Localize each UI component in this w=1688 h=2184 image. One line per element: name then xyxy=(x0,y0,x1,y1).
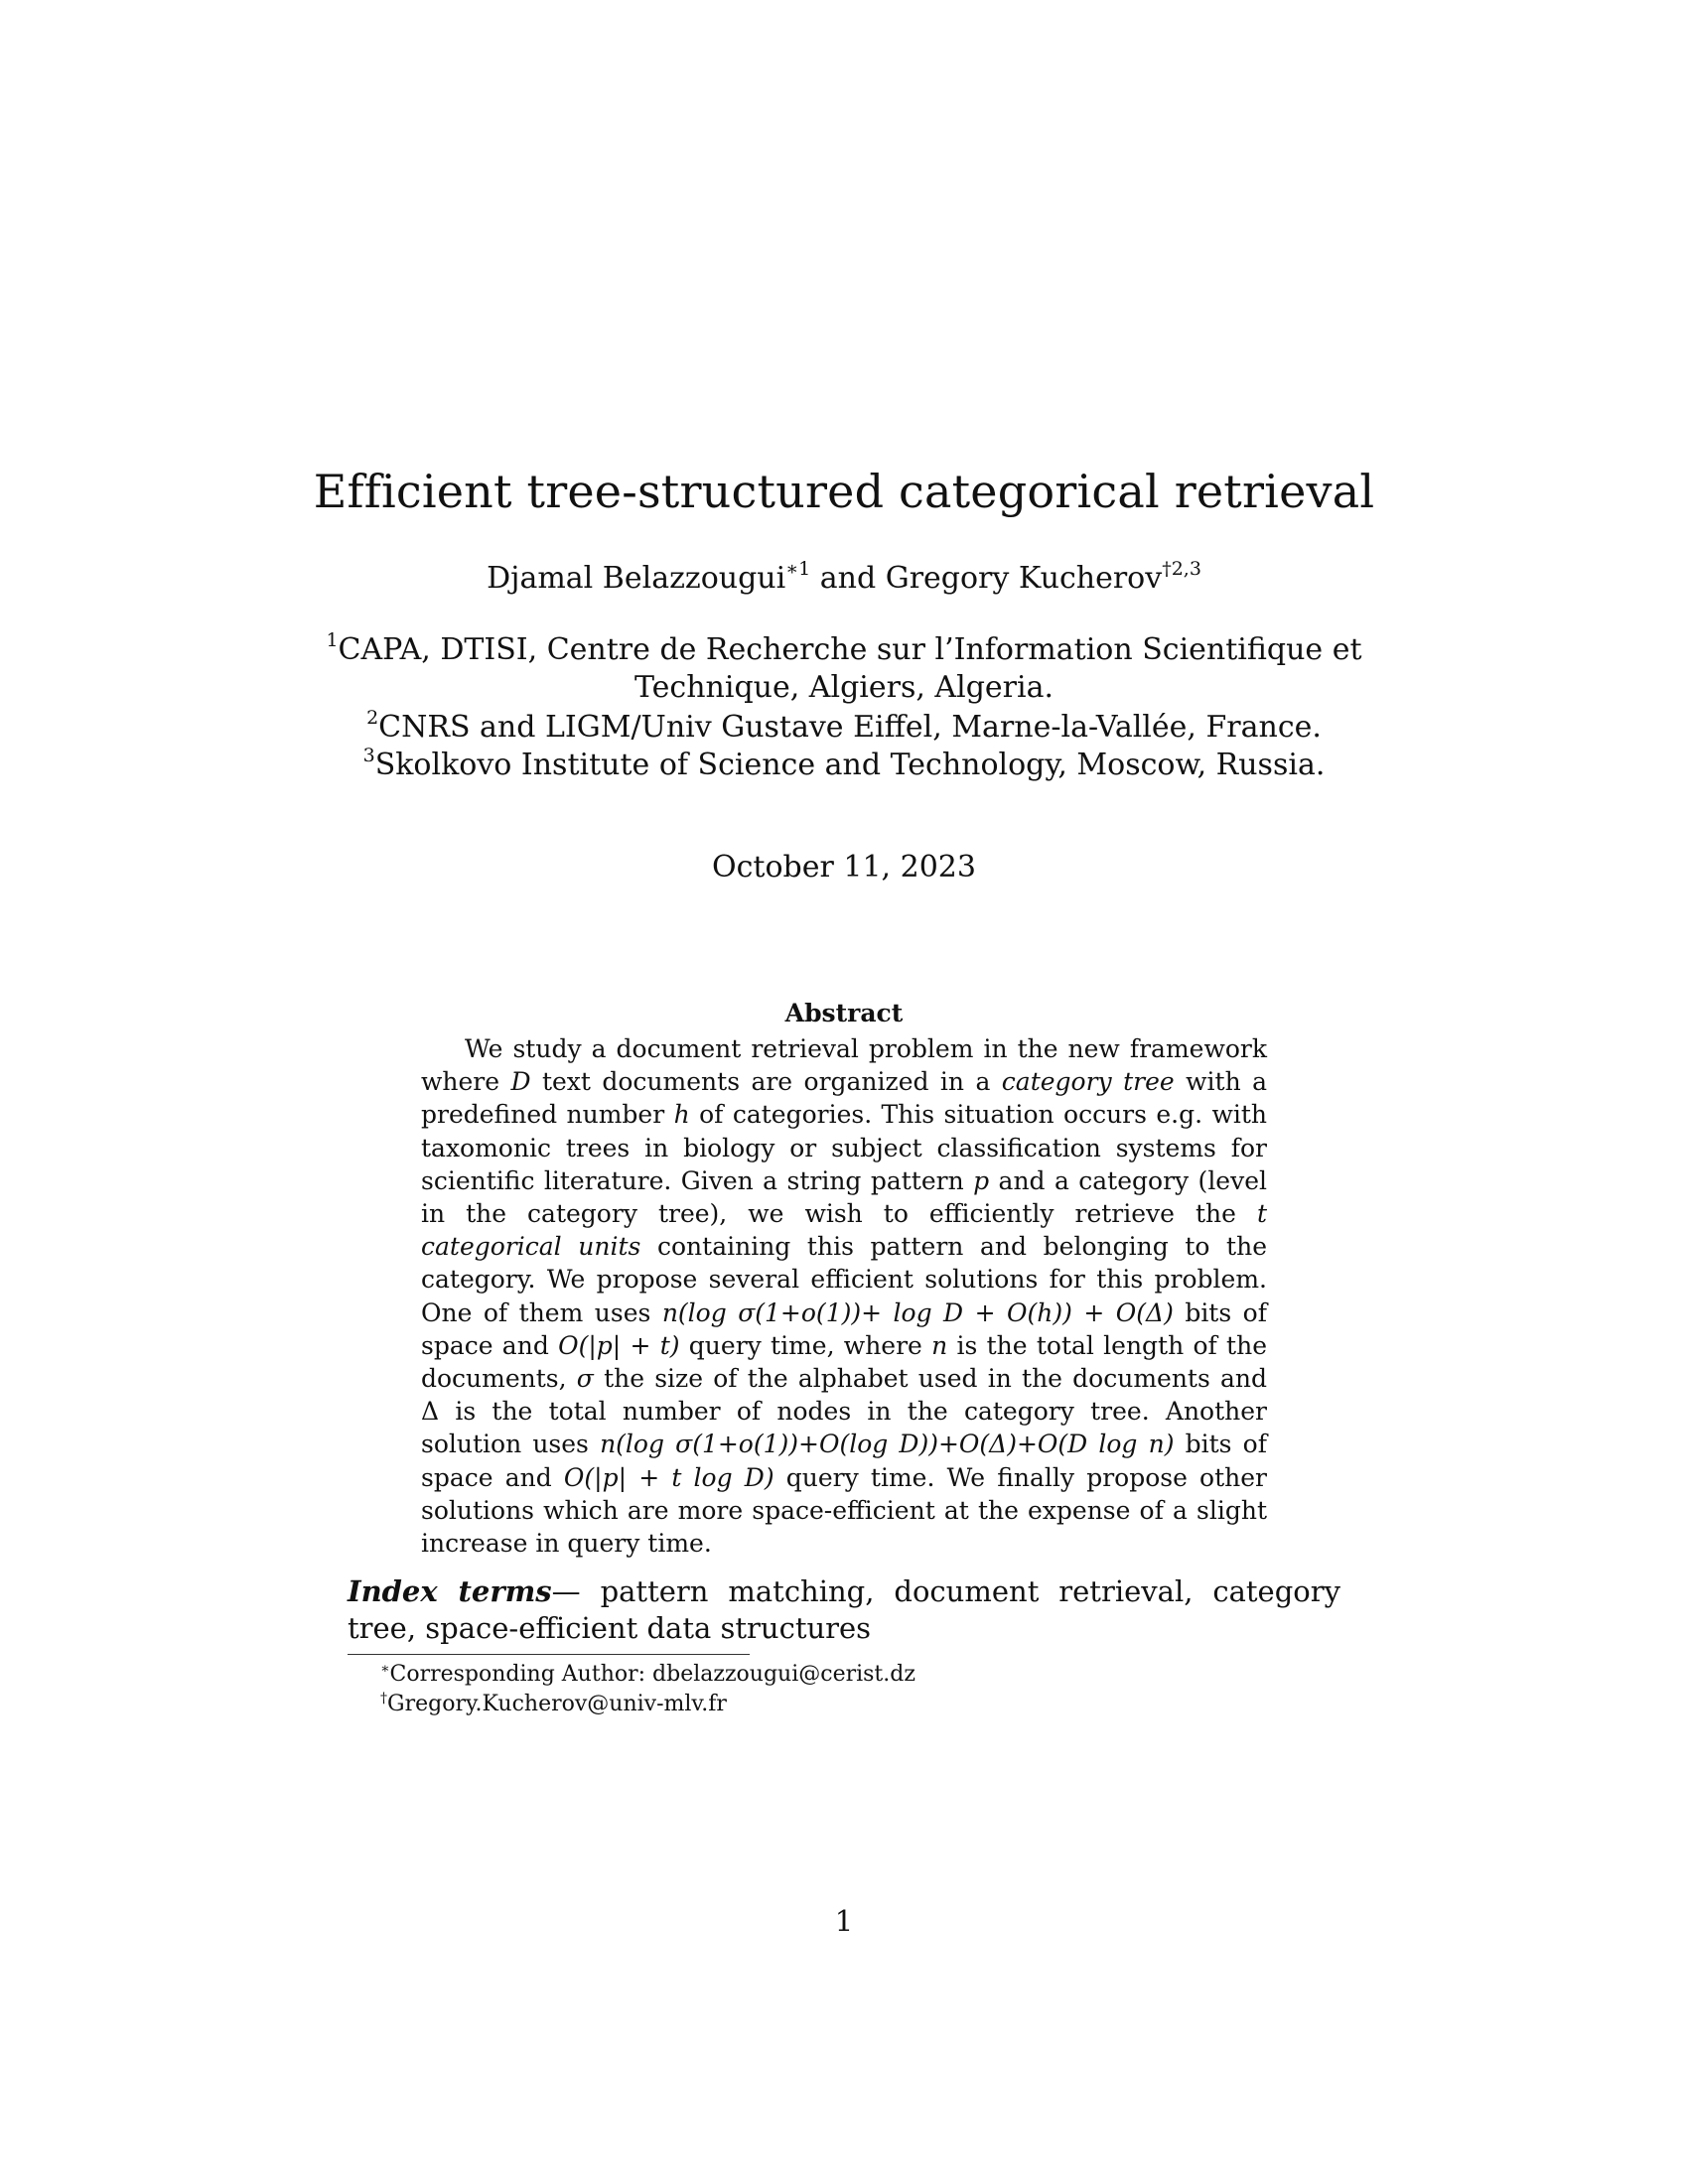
math-formula: n(log σ(1+o(1))+O(log D))+O(Δ)+O(D log n) xyxy=(600,1430,1175,1459)
math-inline: Δ xyxy=(421,1397,440,1427)
author-affiliation-mark: †2,3 xyxy=(1162,558,1201,580)
math-inline: D xyxy=(510,1067,531,1097)
math-inline: σ xyxy=(576,1364,594,1394)
affiliation-text: CAPA, DTISI, Centre de Recherche sur l’Information Scientifique et xyxy=(338,632,1362,667)
footnote-mark: † xyxy=(380,1691,387,1706)
math-formula: O(|p| + t log D) xyxy=(563,1462,774,1492)
abstract-paragraph xyxy=(421,1032,1267,1560)
index-terms-text: — pattern matching, document retrieval, category tree, space-efficient data structures xyxy=(348,1574,1340,1645)
paper-date: October 11, 2023 xyxy=(712,850,976,885)
author-affiliation-mark: ∗1 xyxy=(785,558,811,580)
author-connector: and xyxy=(819,561,877,596)
index-terms xyxy=(348,1573,1340,1647)
math-inline: h xyxy=(673,1100,690,1130)
affiliation xyxy=(0,747,1688,784)
affiliation-text: Technique, Algiers, Algeria. xyxy=(633,670,1055,705)
page-number: 1 xyxy=(834,1904,854,1938)
abstract-text: is the total length of the documents, xyxy=(421,1330,1268,1394)
math-inline: n xyxy=(931,1330,948,1360)
abstract-text: query time, where xyxy=(688,1330,922,1360)
math-inline: t xyxy=(1256,1199,1267,1229)
footnote xyxy=(380,1661,915,1688)
index-terms-label: Index terms xyxy=(348,1574,552,1608)
affiliation xyxy=(0,709,1688,747)
footnote-text: Corresponding Author: dbelazzougui@cerist.dz xyxy=(389,1662,915,1687)
emphasized-term: categorical units xyxy=(421,1232,641,1262)
abstract-text: the size of the alphabet used in the documents and xyxy=(604,1364,1267,1394)
abstract-text: of categories. This situation occurs e.g. with taxomonic trees in biology or subject classification systems for scientific literature. Given a string pattern xyxy=(421,1100,1267,1195)
affiliation-mark: 2 xyxy=(366,707,379,729)
footnote-mark: ∗ xyxy=(380,1661,390,1677)
footnote xyxy=(380,1691,727,1717)
author-name: Gregory Kucherov xyxy=(885,561,1163,596)
abstract-text: query time. We finally propose other solutions which are more space-efficient at the expense of a slight increase in query time. xyxy=(421,1462,1267,1559)
abstract-body xyxy=(421,1032,1267,1560)
math-inline: p xyxy=(973,1165,990,1195)
abstract-heading: Abstract xyxy=(784,999,904,1027)
abstract-text: We study a document retrieval problem in the new framework where xyxy=(421,1034,1267,1097)
paper-title: Efficient tree-structured categorical retrieval xyxy=(313,465,1375,518)
affiliation-text: Skolkovo Institute of Science and Technology, Moscow, Russia. xyxy=(374,748,1326,782)
abstract-text: bits of space and xyxy=(421,1430,1267,1492)
author-line xyxy=(0,558,1688,596)
math-formula: O(|p| + t) xyxy=(558,1330,680,1360)
abstract-text: with a predefined number xyxy=(421,1067,1267,1130)
affiliation-mark: 3 xyxy=(362,745,375,766)
abstract-text: text documents are organized in a xyxy=(541,1067,991,1097)
footnote-divider xyxy=(348,1654,750,1655)
abstract-text: bits of space and xyxy=(421,1297,1267,1360)
emphasized-term: category tree xyxy=(1001,1067,1175,1097)
affiliation xyxy=(0,631,1688,707)
affiliation-text: CNRS and LIGM/Univ Gustave Eiffel, Marne-la-Vallée, France. xyxy=(378,710,1322,745)
abstract-text: containing this pattern and belonging to the category. We propose several efficient solutions for this problem. One of them uses xyxy=(421,1232,1268,1327)
math-formula: n(log σ(1+o(1))+ log D + O(h)) + O(Δ) xyxy=(661,1297,1174,1327)
affiliation-mark: 1 xyxy=(326,629,339,651)
footnote-text: Gregory.Kucherov@univ-mlv.fr xyxy=(387,1692,727,1716)
author-name: Djamal Belazzougui xyxy=(487,561,786,596)
abstract-text: is the total number of nodes in the category tree. Another solution uses xyxy=(421,1397,1267,1459)
abstract-text: and a category (level in the category tree), we wish to efficiently retrieve the xyxy=(421,1165,1268,1229)
